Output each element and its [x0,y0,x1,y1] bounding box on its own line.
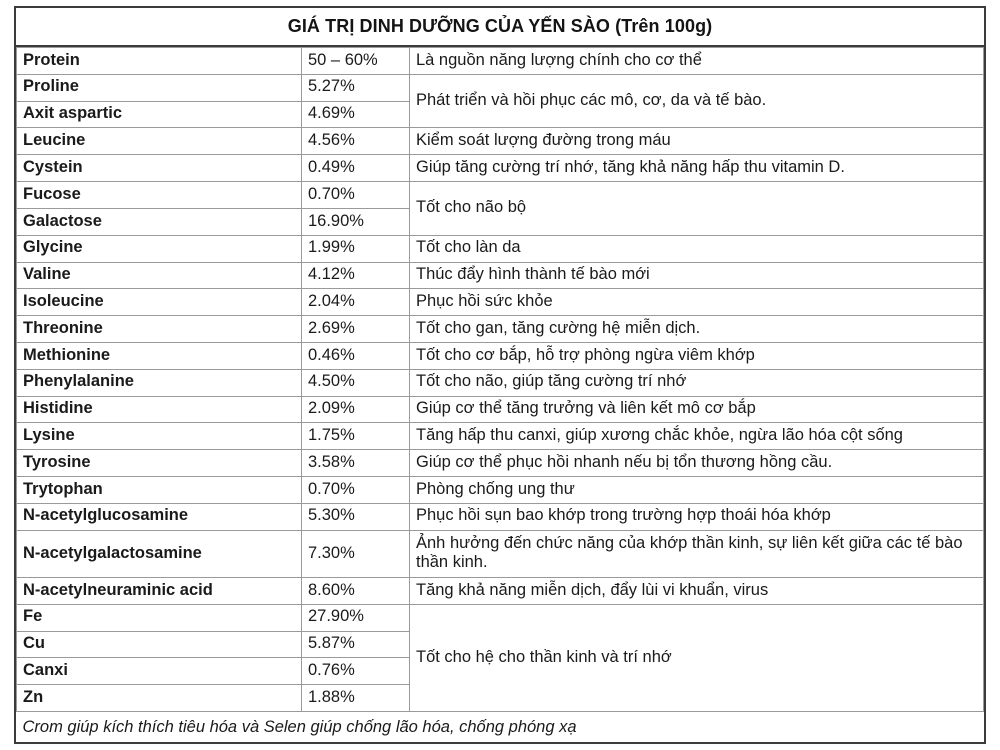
nutrient-description: Giúp tăng cường trí nhớ, tăng khả năng hấp thu vitamin D. [410,155,984,182]
nutrient-value: 5.27% [302,74,410,101]
table-row [17,530,984,577]
nutrient-description: Tăng khả năng miễn dịch, đẩy lùi vi khuẩn, virus [410,577,984,604]
nutrient-name: Fe [17,604,302,631]
nutrient-value: 4.50% [302,369,410,396]
nutrient-value: 4.56% [302,128,410,155]
nutrient-name: Axit aspartic [17,101,302,128]
nutrient-name: Proline [17,74,302,101]
nutrient-value: 5.87% [302,631,410,658]
nutrient-description: Tốt cho não bộ [410,182,984,236]
nutrient-value: 0.70% [302,477,410,504]
nutrient-value: 1.75% [302,423,410,450]
nutrient-value: 2.04% [302,289,410,316]
nutrient-value: 0.70% [302,182,410,209]
table-row [17,316,984,343]
nutrient-value: 0.49% [302,155,410,182]
nutrient-value: 50 – 60% [302,48,410,75]
nutrient-name: N-acetylneuraminic acid [17,577,302,604]
nutrient-description: Phục hồi sụn bao khớp trong trường hợp thoái hóa khớp [410,503,984,530]
table-row [17,577,984,604]
nutrient-description: Tốt cho làn da [410,235,984,262]
nutrition-table-body [17,48,984,743]
nutrition-table-frame [14,6,986,744]
nutrient-value: 27.90% [302,604,410,631]
nutrient-name: Lysine [17,423,302,450]
table-row [17,74,984,101]
nutrient-name: Phenylalanine [17,369,302,396]
table-row [17,342,984,369]
nutrient-name: Fucose [17,182,302,209]
nutrient-description: Giúp cơ thể phục hồi nhanh nếu bị tổn thương hồng cầu. [410,450,984,477]
table-row [17,182,984,209]
nutrient-description: Phát triển và hồi phục các mô, cơ, da và tế bào. [410,74,984,128]
nutrient-value: 3.58% [302,450,410,477]
nutrient-name: Valine [17,262,302,289]
nutrition-table [16,47,984,742]
nutrient-value: 2.09% [302,396,410,423]
nutrient-description: Tốt cho gan, tăng cường hệ miễn dịch. [410,316,984,343]
table-row [17,155,984,182]
table-row [17,128,984,155]
nutrient-description: Tăng hấp thu canxi, giúp xương chắc khỏe, ngừa lão hóa cột sống [410,423,984,450]
nutrient-value: 1.99% [302,235,410,262]
nutrient-value: 8.60% [302,577,410,604]
table-row [17,48,984,75]
nutrient-description: Phục hồi sức khỏe [410,289,984,316]
table-row [17,262,984,289]
table-row [17,396,984,423]
nutrient-value: 4.69% [302,101,410,128]
table-footnote-row [17,711,984,742]
table-row [17,503,984,530]
nutrient-name: Glycine [17,235,302,262]
nutrient-description: Ảnh hưởng đến chức năng của khớp thần kinh, sự liên kết giữa các tế bào thần kinh. [410,530,984,577]
table-footnote: Crom giúp kích thích tiêu hóa và Selen giúp chống lão hóa, chống phóng xạ [17,711,984,742]
nutrient-name: N-acetylgalactosamine [17,530,302,577]
nutrient-value: 7.30% [302,530,410,577]
table-row [17,450,984,477]
nutrient-value: 16.90% [302,208,410,235]
table-row [17,289,984,316]
page-title: GIÁ TRỊ DINH DƯỠNG CỦA YẾN SÀO (Trên 100g) [16,8,984,47]
nutrient-name: Cystein [17,155,302,182]
nutrient-value: 0.76% [302,658,410,685]
nutrient-description: Tốt cho hệ cho thần kinh và trí nhớ [410,604,984,711]
nutrient-description: Giúp cơ thể tăng trưởng và liên kết mô cơ bắp [410,396,984,423]
nutrient-description: Kiểm soát lượng đường trong máu [410,128,984,155]
nutrient-description: Tốt cho não, giúp tăng cường trí nhớ [410,369,984,396]
nutrient-value: 1.88% [302,685,410,712]
nutrient-name: Methionine [17,342,302,369]
table-row [17,369,984,396]
table-row [17,423,984,450]
nutrient-name: Trytophan [17,477,302,504]
nutrient-name: Canxi [17,658,302,685]
nutrient-description: Tốt cho cơ bắp, hỗ trợ phòng ngừa viêm khớp [410,342,984,369]
nutrient-value: 0.46% [302,342,410,369]
nutrient-name: Histidine [17,396,302,423]
nutrient-description: Phòng chống ung thư [410,477,984,504]
nutrient-name: Zn [17,685,302,712]
nutrient-name: Isoleucine [17,289,302,316]
table-row [17,604,984,631]
nutrient-name: Threonine [17,316,302,343]
nutrient-name: Leucine [17,128,302,155]
nutrient-name: Cu [17,631,302,658]
table-row [17,477,984,504]
nutrient-value: 4.12% [302,262,410,289]
nutrient-value: 2.69% [302,316,410,343]
nutrient-name: Protein [17,48,302,75]
nutrient-description: Là nguồn năng lượng chính cho cơ thể [410,48,984,75]
nutrient-name: N-acetylglucosamine [17,503,302,530]
nutrient-description: Thúc đẩy hình thành tế bào mới [410,262,984,289]
nutrient-name: Galactose [17,208,302,235]
nutrient-value: 5.30% [302,503,410,530]
nutrient-name: Tyrosine [17,450,302,477]
table-row [17,235,984,262]
